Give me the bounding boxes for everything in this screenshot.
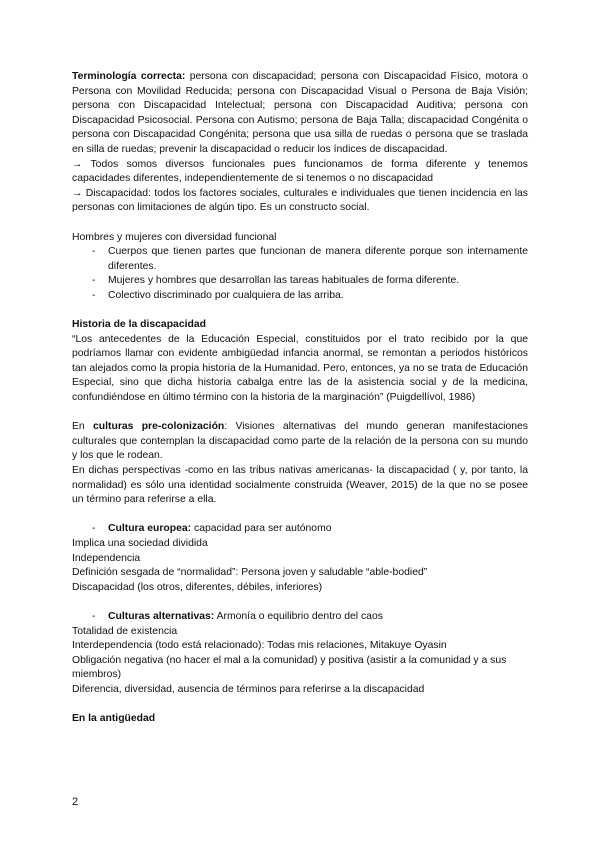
alternativas-line: Interdependencia (todo está relacionado): Todas mis relaciones, Mitakuye Oyasin: [72, 640, 447, 652]
diversidad-heading: Hombres y mujeres con diversidad funcional: [72, 231, 277, 243]
europea-line: Independencia: [72, 552, 141, 564]
arrow-note-2: → Discapacidad: todos los factores sociales, culturales e individuales que tienen incidencia en las personas con limitaciones de algún tipo. Es un constructo social.: [72, 187, 528, 214]
alternativas-text: Armonía o equilibrio dentro del caos: [214, 610, 383, 622]
precolonizacion-paragraph: [72, 420, 528, 464]
precolonizacion-label: culturas pre-colonización: [93, 421, 225, 433]
terminologia-text: persona con discapacidad; persona con Discapacidad Físico, motora o Persona con Movilidad Reducida; persona con Discapacidad Visual o Persona de Baja Visión; persona con Discapacidad Intelectual; persona con Discapacidad Auditiva; persona con Discapacidad Psicosocial. Persona con Autismo; persona de Baja Talla; discapacidad Congénita o persona con Discapacidad Congénita; persona que usa silla de ruedas o persona que se traslada en silla de ruedas; prevenir la discapacidad o reducir los índices de discapacidad.: [72, 71, 528, 155]
europea-line: Implica una sociedad dividida: [72, 538, 208, 549]
alternativas-line: Obligación negativa (no hacer el mal a la comunidad) y positiva (asistir a la comunidad y a sus miembros): [72, 654, 507, 681]
diversidad-list: [72, 245, 528, 303]
terminologia-label: Terminología correcta:: [72, 71, 186, 82]
list-item: - Cuerpos que tienen partes que funcionan de manera diferente porque son internamente diferentes.: [72, 245, 528, 274]
alternativas-line: Diferencia, diversidad, ausencia de términos para referirse a la discapacidad: [72, 683, 425, 695]
europea-label: Cultura europea:: [108, 523, 192, 535]
alternativas-bullet: [72, 610, 528, 625]
historia-quote: “Los antecedentes de la Educación Especial, constituidos por el trato recibido por la que podríamos llamar con evidente ambigüedad infancia anormal, se remontan a periodos históricos tan alejados como la propia historia de la Humanidad. Pero, entonces, ya no se trata de Educación Especial, sino que dicha historia cabalga entre las de la asistencia social y de la medicina, confundiéndose en último término con la historia de la marginación” (Puigdellívol, 1986): [72, 333, 528, 404]
europea-text: capacidad para ser autónomo: [191, 523, 332, 535]
page-number: 2: [72, 796, 79, 808]
precolonizacion-paragraph-2: En dichas perspectivas -como en las tribus nativas americanas- la discapacidad ( y, por tanto, la normalidad) es sólo una identidad socialmente construida (Weaver, 2015) de la que no se posee un término para referirse a ella.: [72, 465, 528, 506]
alternativas-label: Culturas alternativas:: [108, 610, 215, 622]
antiguedad-heading-text: En la antigüedad: [72, 713, 156, 725]
precolonizacion-text: : Visiones alternativas del mundo generan manifestaciones culturales que contemplan la discapacidad como parte de la relación de la persona con su mundo y los que le rodean.: [72, 421, 528, 462]
historia-heading-text: Historia de la discapacidad: [72, 319, 206, 331]
historia-heading: [72, 318, 528, 333]
precolonizacion-pre: En: [72, 421, 93, 433]
list-item: - Mujeres y hombres que desarrollan las tareas habituales de forma diferente.: [72, 274, 528, 289]
document-body: [72, 70, 528, 727]
europea-line: Definición sesgada de “normalidad”: Persona joven y saludable “able-bodied”: [72, 567, 428, 579]
alternativas-line: Totalidad de existencia: [72, 625, 178, 637]
antiguedad-heading: [72, 712, 528, 727]
list-item: - Colectivo discriminado por cualquiera de las arriba.: [72, 289, 528, 304]
europea-bullet: [72, 522, 528, 537]
europea-line: Discapacidad (los otros, diferentes, débiles, inferiores): [72, 581, 323, 593]
terminologia-paragraph: [72, 70, 528, 158]
arrow-note-1: → Todos somos diversos funcionales pues funcionamos de forma diferente y tenemos capacidades diferentes, independientemente de si tenemos o no discapacidad: [72, 158, 528, 185]
